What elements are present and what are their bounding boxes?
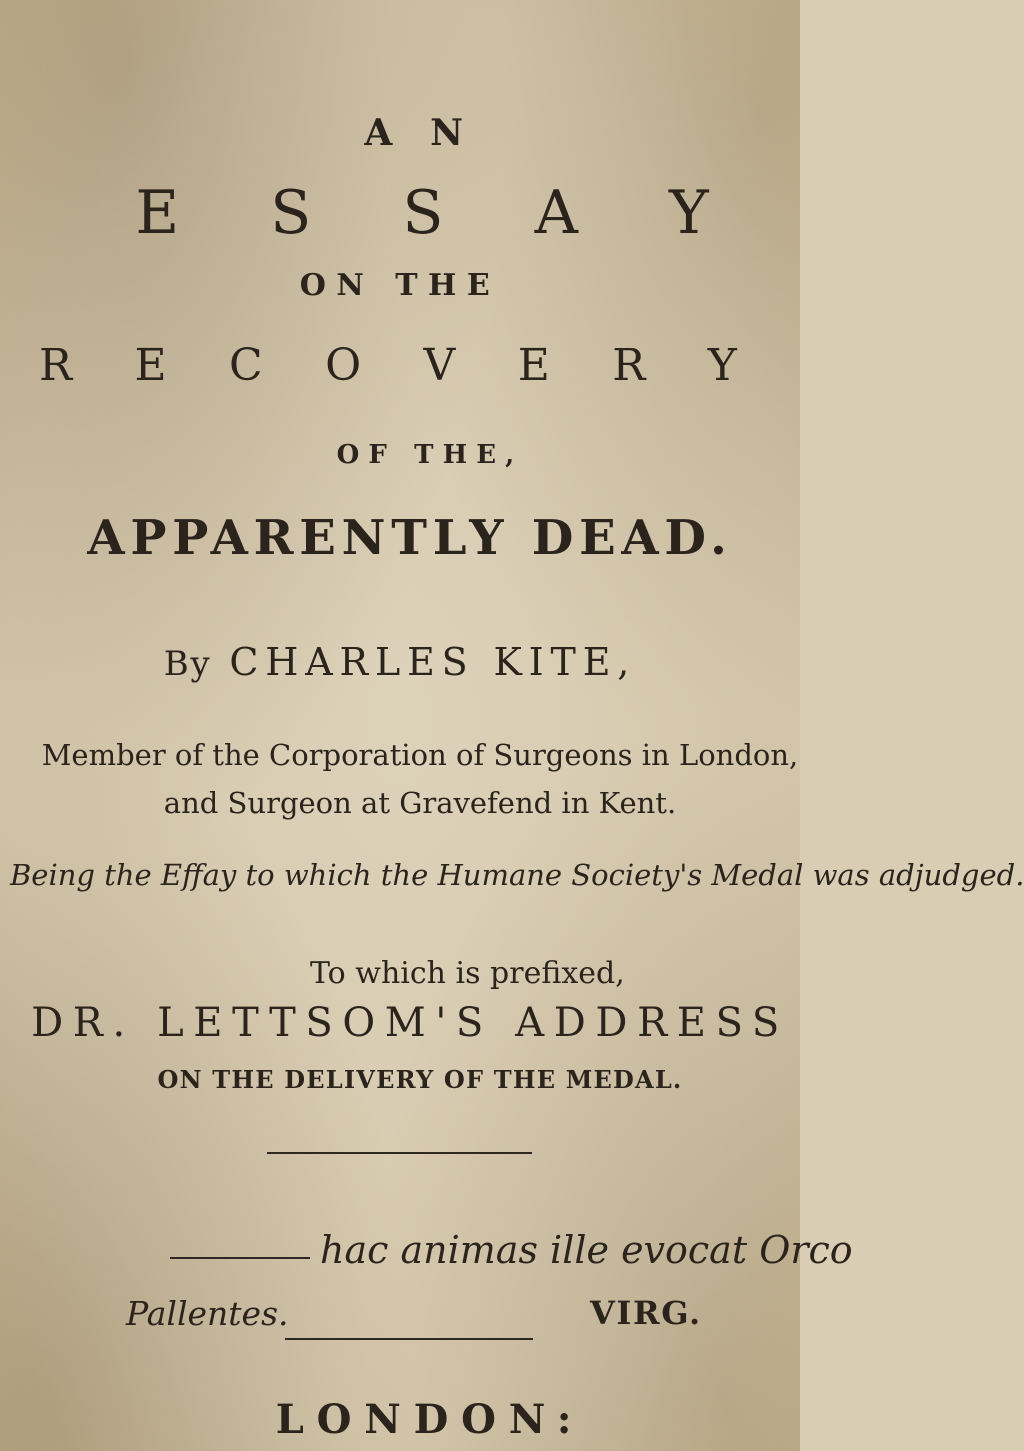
address-subtitle: ON THE DELIVERY OF THE MEDAL.	[157, 1065, 683, 1094]
epigraph-line-2: Pallentes.	[126, 1294, 289, 1333]
divider-rule	[267, 1152, 532, 1154]
address-title: DR. LETTSOM'S ADDRESS	[31, 1000, 789, 1046]
divider-rule-2	[285, 1338, 533, 1340]
epigraph-dash	[170, 1257, 310, 1259]
author-by: By	[163, 644, 212, 684]
author-name: CHARLES KITE,	[229, 640, 637, 684]
epigraph-attribution: VIRG.	[590, 1294, 702, 1332]
title-apparently-dead: APPARENTLY DEAD.	[87, 510, 733, 566]
imprint-city: LONDON:	[275, 1396, 585, 1443]
title-on-the: ON THE	[299, 268, 501, 303]
title-an: A N	[364, 112, 476, 154]
author-member-line: Member of the Corporation of Surgeons in London,	[41, 738, 799, 772]
prefixed-line: To which is prefixed,	[310, 956, 625, 991]
title-of-the: OF THE,	[336, 440, 524, 470]
essay-note: Being the Effay to which the Humane Society's Medal was adjudged.	[10, 858, 1024, 892]
epigraph-line: hac animas ille evocat Orco	[320, 1228, 853, 1272]
author-line	[0, 640, 800, 684]
title-recovery: R E C O V E R Y	[39, 340, 761, 391]
title-essay: E S S A Y	[135, 178, 745, 248]
author-surgeon-line: and Surgeon at Gravefend in Kent.	[163, 786, 677, 820]
